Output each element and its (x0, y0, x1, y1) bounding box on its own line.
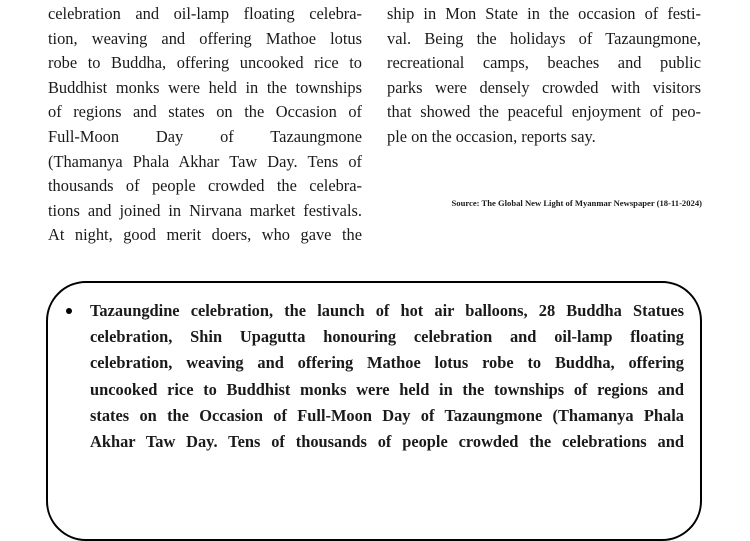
text-line: robe to Buddha, offering uncooked rice to (48, 53, 362, 73)
left-column-text (48, 2, 362, 248)
highlight-bullet-text (90, 298, 684, 455)
text-line: of regions and states on the Occasion of (48, 102, 362, 122)
text-line: celebration and oil-lamp floating celebra- (48, 4, 362, 23)
text-line: tion, weaving and offering Mathoe lotus (48, 28, 362, 48)
text-line: Buddhist monks were held in the townships (48, 77, 362, 97)
bullet-icon (66, 308, 72, 314)
text-line: celebration, weaving and offering Mathoe lotus robe to Buddha, offering (90, 353, 684, 373)
text-line: ship in Mon State in the occasion of festi- (387, 4, 701, 23)
text-line: Akhar Taw Day. Tens of thousands of people crowded the celebrations and (90, 431, 684, 451)
text-line: parks were densely crowded with visitors (387, 77, 701, 97)
text-line: val. Being the holidays of Tazaungmone, (387, 28, 701, 48)
text-line: that showed the peaceful enjoyment of peo- (387, 102, 701, 122)
text-line: recreational camps, beaches and public (387, 53, 701, 73)
text-line: celebration, Shin Upagutta honouring celebration and oil-lamp floating (90, 327, 684, 347)
text-line: At night, good merit doers, who gave the (48, 225, 362, 245)
text-line: ple on the occasion, reports say. (387, 126, 596, 146)
text-line: Full-Moon Day of Tazaungmone (48, 126, 362, 146)
source-citation: Source: The Global New Light of Myanmar Newspaper (18-11-2024) (451, 198, 702, 208)
right-column-text (387, 2, 701, 150)
text-line: thousands of people crowded the celebra- (48, 176, 362, 196)
text-line: tions and joined in Nirvana market festivals. (48, 200, 362, 220)
text-line: states on the Occasion of Full-Moon Day of Tazaungmone (Thamanya Phala (90, 405, 684, 425)
text-line: (Thamanya Phala Akhar Taw Day. Tens of (48, 151, 362, 171)
text-line: Tazaungdine celebration, the launch of hot air balloons, 28 Buddha Statues (90, 301, 684, 320)
text-line: uncooked rice to Buddhist monks were held in the townships of regions and (90, 379, 684, 399)
